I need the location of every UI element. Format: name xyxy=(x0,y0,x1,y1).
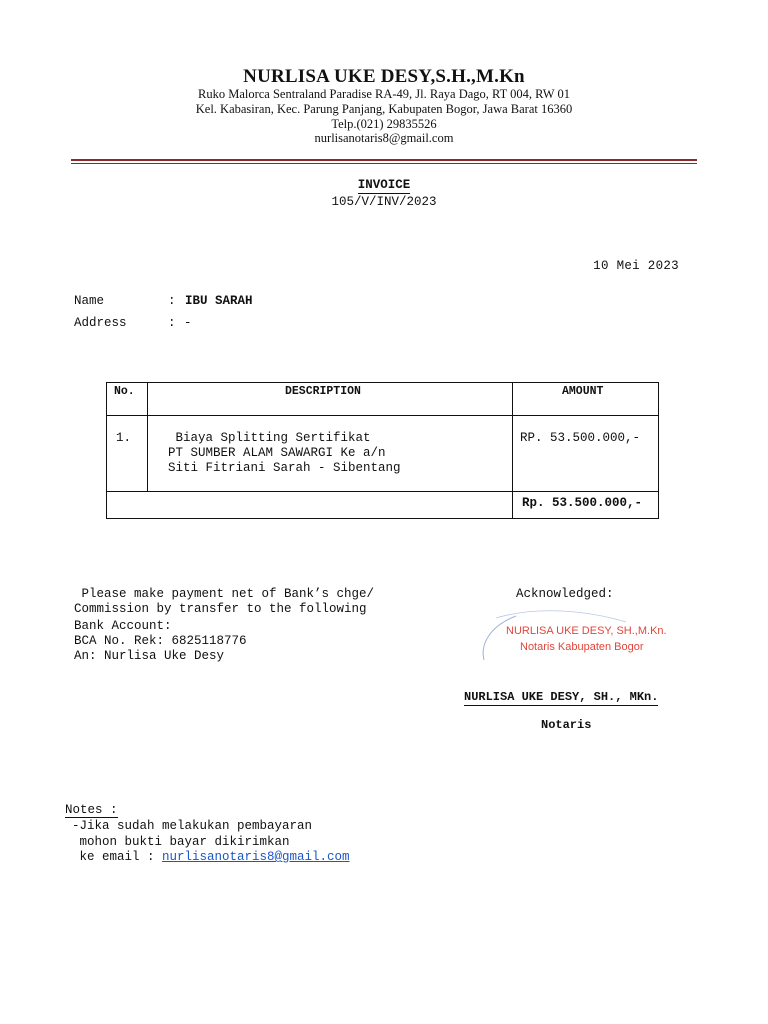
notes-label: Notes : xyxy=(65,803,118,817)
stamp-line1: NURLISA UKE DESY, SH.,M.Kn. xyxy=(506,625,667,637)
name-colon: : xyxy=(168,294,176,308)
row-description-line1: Biaya Splitting Sertifikat xyxy=(168,431,371,445)
email-link[interactable]: nurlisanotaris8@gmail.com xyxy=(162,850,350,864)
col-divider-amount xyxy=(512,383,513,519)
header-divider xyxy=(71,159,697,161)
header-no: No. xyxy=(114,385,135,398)
bank-account-label: Bank Account: xyxy=(74,619,172,633)
invoice-title: INVOICE xyxy=(357,178,411,192)
bank-details xyxy=(74,619,247,664)
header-description: DESCRIPTION xyxy=(285,385,361,398)
notes-email-prefix: ke email : xyxy=(72,850,163,864)
total-amount: Rp. 53.500.000,- xyxy=(522,496,643,510)
payment-line: Commission by transfer to the following xyxy=(74,602,367,616)
notes-line: mohon bukti bayar dikirimkan xyxy=(72,834,290,849)
stamp-line2: Notaris Kabupaten Bogor xyxy=(520,641,644,653)
row-description-line3: Siti Fitriani Sarah - Sibentang xyxy=(168,461,401,475)
customer-name: IBU SARAH xyxy=(185,294,253,308)
invoice-date: 10 Mei 2023 xyxy=(593,259,679,273)
office-name: NURLISA UKE DESY,S.H.,M.Kn xyxy=(243,66,525,87)
row-description-line2: PT SUMBER ALAM SAWARGI Ke a/n xyxy=(168,446,386,460)
customer-address: - xyxy=(184,316,192,330)
office-telephone: Telp.(021) 29835526 xyxy=(331,117,437,131)
address-label: Address xyxy=(74,316,127,330)
header-divider-thin xyxy=(71,163,697,164)
payment-instructions xyxy=(74,587,374,617)
bank-account-holder: An: Nurlisa Uke Desy xyxy=(74,649,225,663)
invoice-table xyxy=(106,382,659,519)
header-amount: AMOUNT xyxy=(562,385,604,398)
total-row-divider xyxy=(107,491,658,492)
notary-stamp xyxy=(476,604,672,666)
header-row-divider xyxy=(107,415,658,416)
bank-account-number: BCA No. Rek: 6825118776 xyxy=(74,634,247,648)
notes-email-line xyxy=(72,850,350,866)
office-address-line1: Ruko Malorca Sentraland Paradise RA-49, Jl. Raya Dago, RT 004, RW 01 xyxy=(198,87,570,101)
office-email: nurlisanotaris8@gmail.com xyxy=(314,131,454,145)
signer-role: Notaris xyxy=(541,718,592,732)
row-no: 1. xyxy=(116,431,132,445)
notes-line: -Jika sudah melakukan pembayaran xyxy=(72,819,313,833)
office-address-line2: Kel. Kabasiran, Kec. Parung Panjang, Kabupaten Bogor, Jawa Barat 16360 xyxy=(195,102,573,116)
notes-body xyxy=(72,819,350,866)
name-label: Name xyxy=(74,294,105,308)
row-amount: RP. 53.500.000,- xyxy=(520,431,641,445)
signature-stroke xyxy=(483,616,516,660)
address-colon: : xyxy=(168,316,176,330)
acknowledged-label: Acknowledged: xyxy=(516,587,614,601)
signer-name: NURLISA UKE DESY, SH., MKn. xyxy=(464,690,659,704)
payment-line: Please make payment net of Bank’s chge/ xyxy=(74,587,375,601)
col-divider-no xyxy=(147,383,148,491)
invoice-number: 105/V/INV/2023 xyxy=(331,195,437,209)
